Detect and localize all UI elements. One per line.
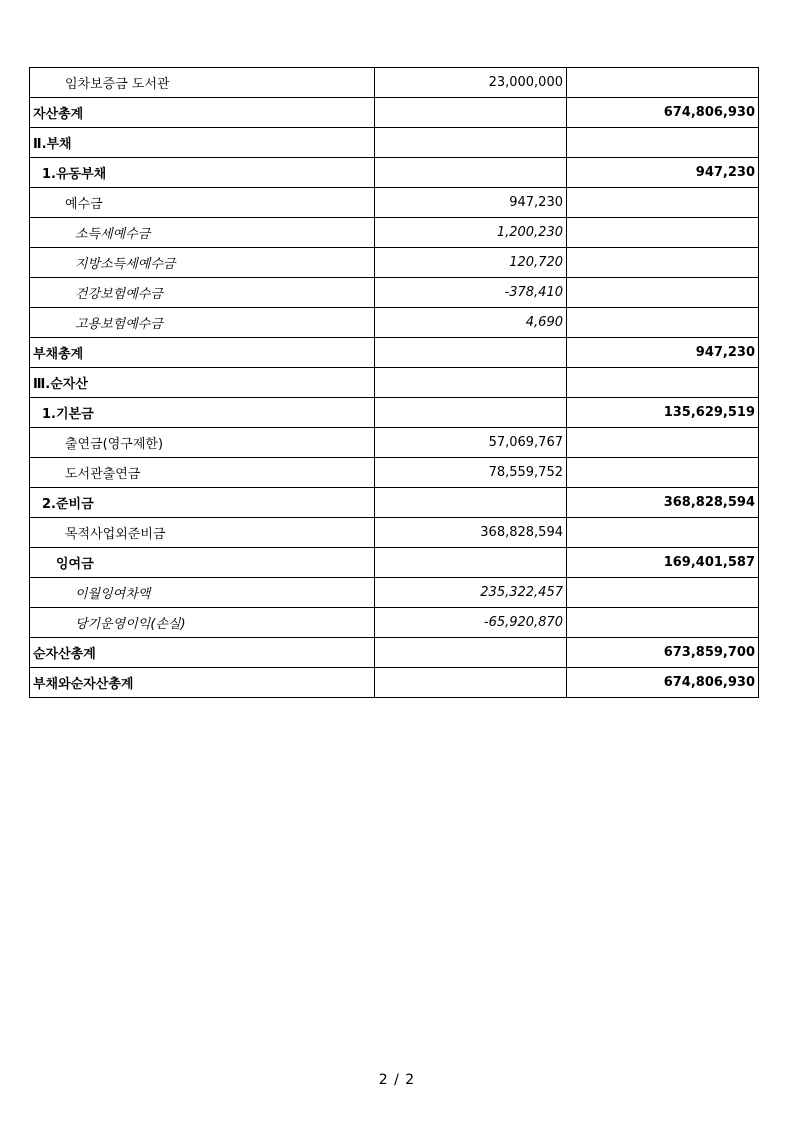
table-row: [30, 278, 759, 308]
row-label: 도서관출연금: [30, 458, 375, 488]
row-subtotal: -65,920,870: [375, 608, 567, 638]
row-total: [567, 458, 759, 488]
row-label: 1.유동부채: [30, 158, 375, 188]
row-subtotal: [375, 398, 567, 428]
row-subtotal: 947,230: [375, 188, 567, 218]
table-row: [30, 338, 759, 368]
row-subtotal: [375, 98, 567, 128]
row-total: [567, 518, 759, 548]
row-label: 임차보증금 도서관: [30, 68, 375, 98]
row-label: 이월잉여차액: [30, 578, 375, 608]
row-total: 674,806,930: [567, 98, 759, 128]
row-total: 947,230: [567, 158, 759, 188]
row-total: [567, 188, 759, 218]
row-total: [567, 218, 759, 248]
row-total: [567, 368, 759, 398]
row-label: 잉여금: [30, 548, 375, 578]
row-subtotal: 57,069,767: [375, 428, 567, 458]
table-row: [30, 578, 759, 608]
table-row: [30, 428, 759, 458]
row-total: [567, 248, 759, 278]
row-total: [567, 68, 759, 98]
row-total: 673,859,700: [567, 638, 759, 668]
row-total: [567, 128, 759, 158]
row-label: 부채와순자산총계: [30, 668, 375, 698]
row-label: 2.준비금: [30, 488, 375, 518]
table-row: [30, 638, 759, 668]
table-row: [30, 488, 759, 518]
table-row: [30, 368, 759, 398]
table-row: [30, 98, 759, 128]
row-label: 당기운영이익(손실): [30, 608, 375, 638]
page-number: 2 / 2: [378, 1072, 416, 1088]
table-row: [30, 668, 759, 698]
row-subtotal: 78,559,752: [375, 458, 567, 488]
row-label: 출연금(영구제한): [30, 428, 375, 458]
table-row: [30, 128, 759, 158]
row-subtotal: [375, 338, 567, 368]
row-label: 고용보험예수금: [30, 308, 375, 338]
row-label: 건강보험예수금: [30, 278, 375, 308]
table-row: [30, 458, 759, 488]
row-label: Ⅲ.순자산: [30, 368, 375, 398]
row-total: 947,230: [567, 338, 759, 368]
row-label: 지방소득세예수금: [30, 248, 375, 278]
row-total: 169,401,587: [567, 548, 759, 578]
row-subtotal: [375, 488, 567, 518]
row-subtotal: 120,720: [375, 248, 567, 278]
row-subtotal: [375, 128, 567, 158]
table-row: [30, 398, 759, 428]
row-subtotal: 23,000,000: [375, 68, 567, 98]
table-row: [30, 518, 759, 548]
row-total: 135,629,519: [567, 398, 759, 428]
row-subtotal: 368,828,594: [375, 518, 567, 548]
row-label: 자산총계: [30, 98, 375, 128]
row-subtotal: [375, 668, 567, 698]
table-row: [30, 608, 759, 638]
balance-sheet-table: [29, 67, 759, 698]
row-subtotal: 4,690: [375, 308, 567, 338]
row-subtotal: 1,200,230: [375, 218, 567, 248]
row-total: [567, 578, 759, 608]
row-label: 1.기본금: [30, 398, 375, 428]
row-total: [567, 308, 759, 338]
row-total: [567, 428, 759, 458]
row-subtotal: 235,322,457: [375, 578, 567, 608]
table-row: [30, 68, 759, 98]
row-label: 소득세예수금: [30, 218, 375, 248]
table-row: [30, 188, 759, 218]
row-label: 부채총계: [30, 338, 375, 368]
table-row: [30, 248, 759, 278]
row-total: [567, 278, 759, 308]
row-subtotal: [375, 548, 567, 578]
row-total: 368,828,594: [567, 488, 759, 518]
table-row: [30, 218, 759, 248]
row-label: 목적사업외준비금: [30, 518, 375, 548]
row-label: 예수금: [30, 188, 375, 218]
table-row: [30, 308, 759, 338]
row-subtotal: [375, 368, 567, 398]
row-label: Ⅱ.부채: [30, 128, 375, 158]
row-total: 674,806,930: [567, 668, 759, 698]
row-subtotal: [375, 638, 567, 668]
row-total: [567, 608, 759, 638]
row-label: 순자산총계: [30, 638, 375, 668]
row-subtotal: -378,410: [375, 278, 567, 308]
row-subtotal: [375, 158, 567, 188]
table-row: [30, 158, 759, 188]
table-row: [30, 548, 759, 578]
